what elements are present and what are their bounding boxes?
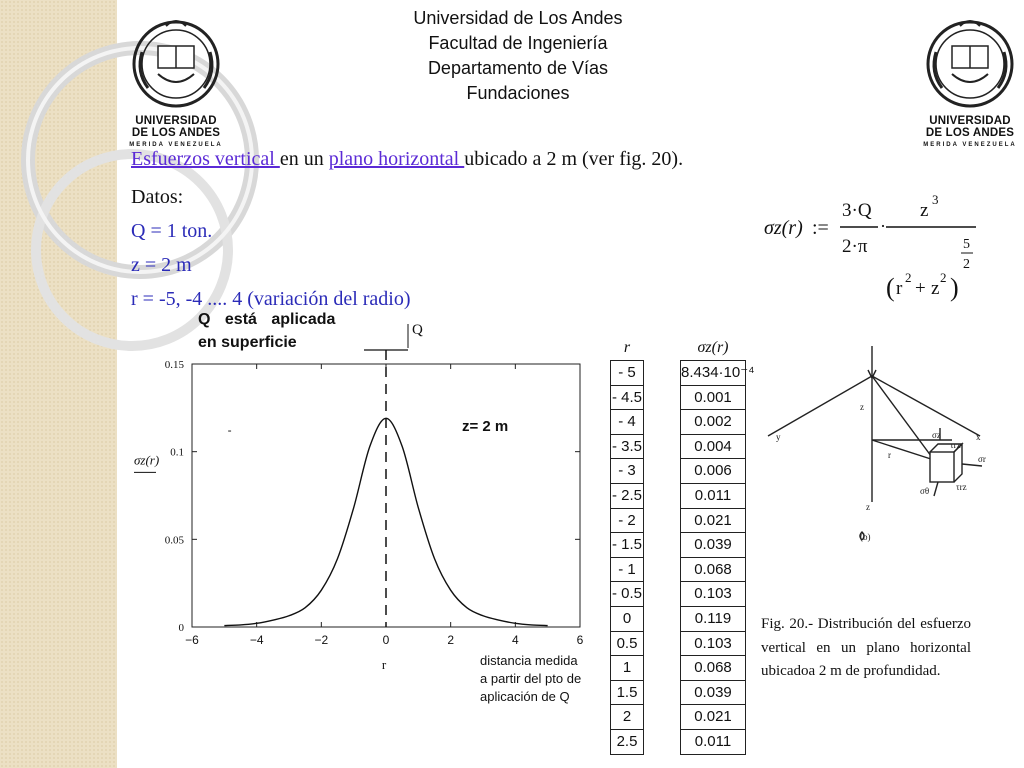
logo-name-line2: DE LOS ANDES [131, 127, 221, 139]
logo-location: MERIDA VENEZUELA [129, 142, 223, 148]
table-r-cell: 2.5 [610, 729, 644, 755]
page-header [330, 6, 706, 106]
datos-heading: Datos: [131, 186, 184, 208]
figure-label: τrz [956, 482, 967, 492]
figure-caption: Fig. 20.- Distribución del esfuerzo vertical en un plano horizontal ubicadoa 2 m de profundidad. [761, 616, 971, 679]
link-esfuerzos-vertical[interactable]: Esfuerzos vertical [131, 148, 280, 170]
table-sigma-column [680, 336, 755, 755]
formula-z: z [920, 200, 929, 221]
formula-exp-num: 5 [963, 237, 970, 252]
figure-label: z [860, 402, 864, 412]
university-seal-icon [922, 12, 1018, 110]
formula-zb-exp: 2 [940, 270, 947, 285]
table-r-header: r [623, 339, 631, 356]
x-tick-label: 2 [447, 633, 455, 647]
university-logo-right [922, 12, 1018, 151]
table-sigma-cell: 0.039 [680, 532, 746, 557]
table-r-cell: - 3 [610, 458, 644, 483]
table-sigma-cell: 0.001 [680, 385, 746, 410]
distance-note-line1: distancia medida [480, 653, 578, 668]
table-sigma-cell: 0.068 [680, 655, 746, 680]
x-tick-label: 4 [511, 633, 519, 647]
x-tick-label: 6 [576, 633, 584, 647]
formula-assign: := [812, 217, 829, 239]
university-seal-icon [128, 12, 224, 110]
table-r-cell: 0 [610, 606, 644, 631]
table-r-cell: - 1 [610, 557, 644, 582]
table-sigma-cell: 8.434·10⁻⁴ [680, 360, 746, 385]
distance-note-line2: a partir del pto de [480, 671, 582, 686]
header-department: Departamento de Vías [427, 58, 609, 78]
datos-q: Q = 1 ton. [131, 220, 213, 242]
table-sigma-cell: 0.004 [680, 434, 746, 459]
figure-label: σr [978, 454, 986, 464]
formula-num: 3·Q [842, 200, 872, 221]
header-university: Universidad de Los Andes [413, 8, 623, 28]
y-tick-label: 0.1 [170, 446, 184, 459]
table-r-cell: - 1.5 [610, 532, 644, 557]
link-plano-horizontal[interactable]: plano horizontal [328, 148, 465, 170]
formula-zb: z [931, 278, 940, 299]
formula-paren-close: ) [950, 273, 959, 302]
formula-r-exp: 2 [905, 270, 912, 285]
table-r-cell: 2 [610, 704, 644, 729]
table-r-cell: - 0.5 [610, 581, 644, 606]
x-tick-label: −2 [314, 633, 329, 647]
table-r-cell: - 2.5 [610, 483, 644, 508]
x-tick-label: 0 [382, 633, 390, 647]
table-sigma-cell: 0.021 [680, 704, 746, 729]
table-r-cell: - 5 [610, 360, 644, 385]
datos-z: z = 2 m [131, 254, 192, 276]
formula-den: 2·π [842, 236, 868, 257]
table-r-cell: - 3.5 [610, 434, 644, 459]
formula-lhs: σz(r) [764, 217, 803, 239]
stress-element-figure [762, 340, 994, 550]
table-sigma-cell: 0.103 [680, 631, 746, 656]
x-axis-label: r [381, 657, 387, 672]
load-q-label: Q [412, 322, 423, 338]
x-tick-label: −4 [249, 633, 264, 647]
table-sigma-cell: 0.006 [680, 458, 746, 483]
figure-label: z [866, 502, 870, 512]
table-sigma-cell: 0.039 [680, 680, 746, 705]
figure-label: σθ [920, 486, 930, 496]
table-sigma-header: σz(r) [697, 339, 729, 356]
formula-dot: · [880, 216, 886, 236]
table-r-column [610, 336, 644, 755]
table-sigma-cell: 0.068 [680, 557, 746, 582]
table-sigma-cell: 0.119 [680, 606, 746, 631]
formula-z-exp: 3 [932, 192, 939, 207]
y-tick-label: 0 [178, 622, 184, 634]
z-depth-label: z= 2 m [462, 418, 509, 435]
x-tick-label: −6 [185, 633, 199, 647]
title-text-1: en un [279, 148, 329, 170]
header-faculty: Facultad de Ingeniería [428, 33, 608, 53]
table-r-cell: 1 [610, 655, 644, 680]
formula-exp-den: 2 [963, 257, 970, 272]
y-tick-label: 0.15 [164, 359, 184, 371]
formula-r: r [896, 278, 903, 299]
figure-label: τrz [950, 440, 961, 450]
logo-location: MERIDA VENEZUELA [923, 142, 1017, 148]
distance-note-line3: aplicación de Q [480, 689, 570, 704]
formula-plus: + [915, 278, 926, 299]
q-applied-line1: Q está aplicada [198, 311, 336, 328]
distance-note [480, 652, 581, 706]
table-sigma-cell: 0.011 [680, 729, 746, 755]
university-logo-left [128, 12, 224, 151]
table-r-cell: - 4 [610, 409, 644, 434]
table-sigma-cell: 0.002 [680, 409, 746, 434]
q-applied-line2: en superficie [198, 334, 297, 351]
datos-r: r = -5, -4 .... 4 (variación del radio) [131, 288, 411, 310]
figure-label: y [776, 432, 781, 442]
header-course: Fundaciones [466, 83, 570, 103]
table-r-cell: - 2 [610, 508, 644, 533]
slide-title [131, 148, 683, 171]
title-text-2: ubicado a 2 m (ver fig. 20). [464, 148, 684, 170]
table-sigma-cell: 0.021 [680, 508, 746, 533]
logo-name-line1: UNIVERSIDAD [135, 115, 217, 127]
figure-label: σz [932, 430, 941, 440]
formula-paren-open: ( [886, 273, 895, 302]
table-sigma-cell: 0.103 [680, 581, 746, 606]
table-r-cell: - 4.5 [610, 385, 644, 410]
figure-label: r [888, 450, 891, 460]
table-sigma-cell: 0.011 [680, 483, 746, 508]
table-r-cell: 0.5 [610, 631, 644, 656]
figure-label: (b) [860, 532, 871, 542]
y-axis-label: σz(r) [134, 452, 160, 468]
data-block [131, 180, 411, 316]
logo-name-line2: DE LOS ANDES [925, 127, 1015, 139]
stress-chart-svg [130, 312, 600, 682]
y-tick-label: 0.05 [164, 534, 184, 547]
table-r-cell: 1.5 [610, 680, 644, 705]
stress-chart [130, 312, 600, 687]
minus-mark: - [227, 423, 232, 438]
logo-name-line1: UNIVERSIDAD [929, 115, 1011, 127]
boussinesq-formula [762, 190, 982, 308]
figure-label: x [976, 432, 981, 442]
